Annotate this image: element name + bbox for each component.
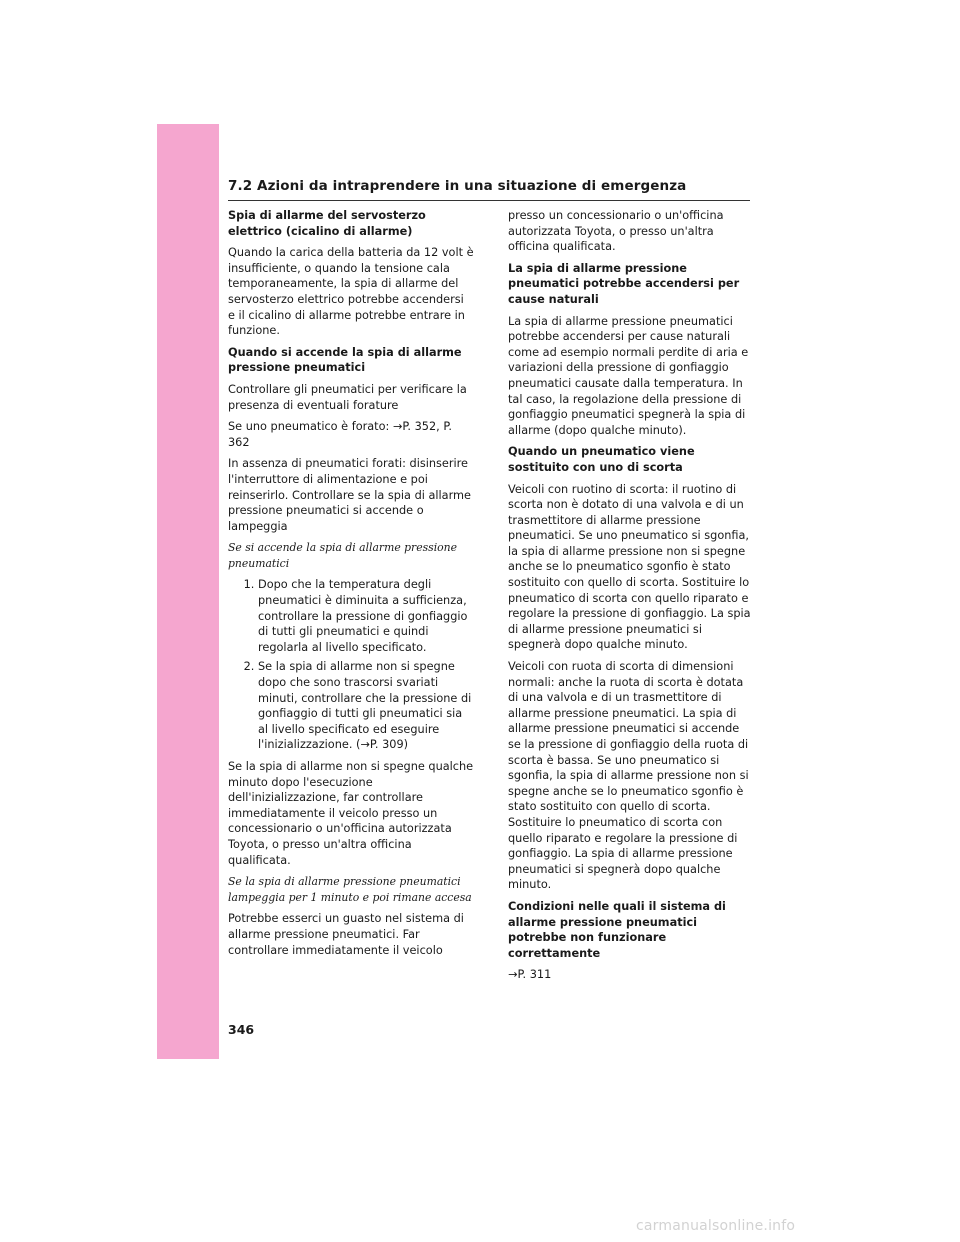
left-column [228, 208, 474, 964]
page-number: 346 [228, 1022, 255, 1037]
paragraph: Potrebbe esserci un guasto nel sistema di allarme pressione pneumatici. Far controllare immediatamente il veicolo [228, 912, 464, 957]
section-header-title: 7.2 Azioni da intraprendere in una situazione di emergenza [228, 178, 687, 194]
paragraph: Veicoli con ruotino di scorta: il ruotino di scorta non è dotato di una valvola e di un trasmettitore di allarme pressione pneumatici. Se uno pneumatico si sgonfia, la spia di allarme pressione non si spegne anche se lo pneumatico sgonfio è stato sostituito con quello di scorta. Sostituire lo pneumatico di scorta con quello riparato e regolare la pressione di gonfiaggio. La spia di allarme pressione pneumatici si spegnerà dopo qualche minuto. [508, 482, 751, 652]
paragraph: Controllare gli pneumatici per verificare la presenza di eventuali forature [228, 382, 467, 412]
paragraph: Se la spia di allarme non si spegne qualche minuto dopo l'esecuzione dell'inizializzazione, far controllare immediatamente il veicolo presso un concessionario o un'officina autorizzata Toyota, o presso un'altra officina qualificata. [228, 760, 474, 867]
heading-power-steering-warning: Spia di allarme del servosterzo elettrico (cicalino di allarme) [228, 209, 426, 238]
paragraph: Veicoli con ruota di scorta di dimensioni normali: anche la ruota di scorta è dotata di una valvola e di un trasmettitore di allarme pressione pneumatici. La spia di allarme pressione pneumatici si accende se la pressione di gonfiaggio della ruota di scorta è bassa. Se uno pneumatico si sgonfia, la spia di allarme pressione non si spegne anche se lo pneumatico sgonfio è stato sostituito con quello di scorta. Sostituire lo pneumatico di scorta con quello riparato e regolare la pressione di gonfiaggio. La spia di allarme pressione pneumatici si spegnerà dopo qualche minuto. [508, 660, 749, 892]
list-item: 1. Dopo che la temperatura degli pneumatici è diminuita a sufficienza, controllare la pressione di gonfiaggio di tutti gli pneumatici e quindi regolarla al livello specificato. [258, 577, 474, 655]
heading-spare-tire: Quando un pneumatico viene sostituito con uno di scorta [508, 445, 695, 474]
paragraph: Quando la carica della batteria da 12 volt è insufficiente, o quando la tensione cala temporaneamente, la spia di allarme del servosterzo elettrico potrebbe accendersi e il cicalino di allarme potrebbe entrare in funzione. [228, 246, 474, 338]
steps-list [228, 577, 474, 753]
heading-tire-pressure-warning-on: Quando si accende la spia di allarme pressione pneumatici [228, 345, 462, 375]
subheading-italic: Se si accende la spia di allarme pressione pneumatici [228, 541, 457, 570]
subheading-italic: Se la spia di allarme pressione pneumatici lampeggia per 1 minuto e poi rimane accesa [228, 875, 472, 904]
paragraph: In assenza di pneumatici forati: disinserire l'interruttore di alimentazione e poi reinserirlo. Controllare se la spia di allarme pressione pneumatici si accende o lampeggia [228, 457, 471, 533]
heading-natural-causes: La spia di allarme pressione pneumatici potrebbe accendersi per cause naturali [508, 261, 740, 306]
paragraph: presso un concessionario o un'officina autorizzata Toyota, o presso un'altra officina qualificata. [508, 209, 724, 254]
paragraph: La spia di allarme pressione pneumatici potrebbe accendersi per cause naturali come ad esempio normali perdite di aria e variazioni della pressione di gonfiaggio pneumatici causate dalla temperatura. In tal caso, la regolazione della pressione di gonfiaggio pneumatici spegnerà la spia di allarme (dopo qualche minuto). [508, 314, 749, 437]
watermark: carmanualsonline.info [636, 1218, 796, 1234]
list-item: 2. Se la spia di allarme non si spegne dopo che sono trascorsi svariati minuti, controllare che la pressione di gonfiaggio di tutti gli pneumatici sia al livello specificato ed eseguire l'inizializzazione. (→P. 309) [258, 659, 474, 753]
heading-malfunction-conditions: Condizioni nelle quali il sistema di allarme pressione pneumatici potrebbe non funzionare correttamente [508, 899, 726, 960]
paragraph-page-reference: →P. 311 [508, 968, 552, 982]
paragraph-page-reference: Se uno pneumatico è forato: →P. 352, P. 362 [228, 420, 453, 449]
right-column [508, 208, 754, 989]
chapter-side-tab [157, 124, 219, 1059]
header-rule [228, 200, 750, 201]
